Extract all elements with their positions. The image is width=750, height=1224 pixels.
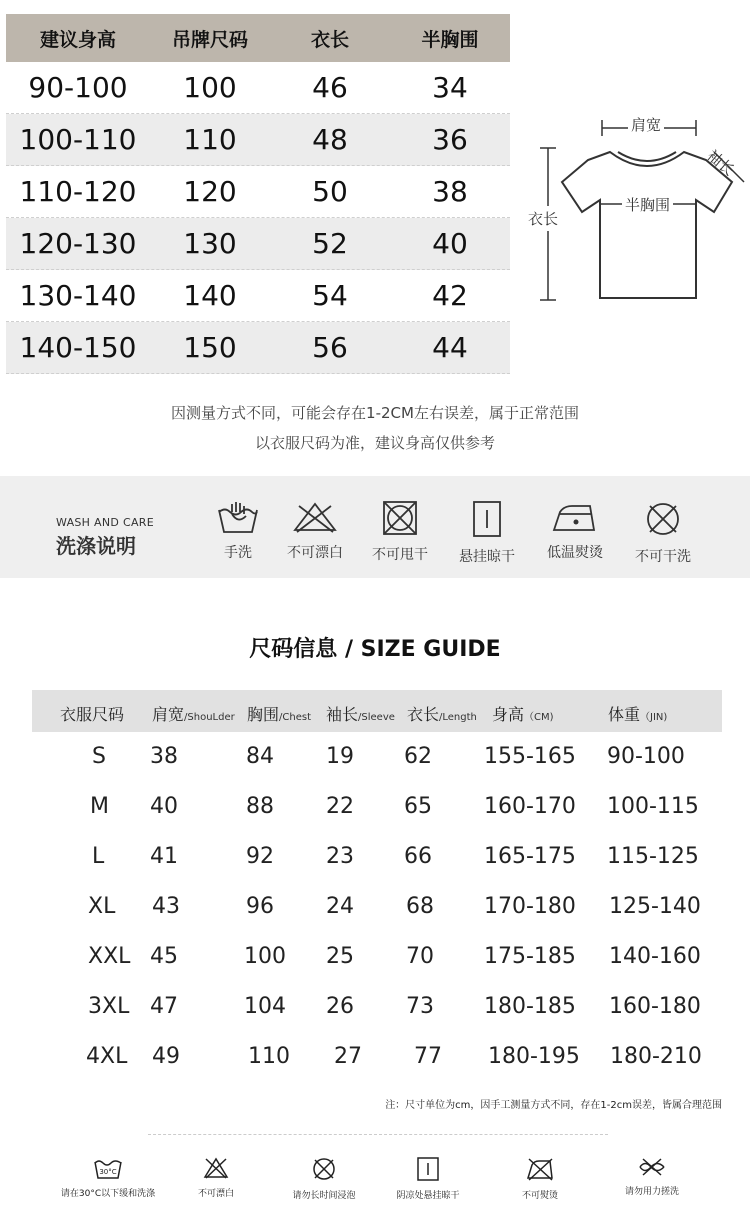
table-cell: 68 — [406, 894, 434, 919]
table-cell: 19 — [326, 744, 354, 769]
care-item-no-iron — [480, 1156, 600, 1201]
header-cn: 肩宽 — [152, 705, 185, 724]
header-cell: 吊牌尺码 — [171, 28, 248, 51]
table-cell: 36 — [432, 123, 468, 156]
table-cell: 180-185 — [484, 994, 576, 1019]
header-en: /Sleeve — [358, 712, 395, 723]
wash-30-icon — [93, 1156, 123, 1180]
table-cell: 38 — [432, 175, 468, 208]
table-cell: 84 — [246, 744, 274, 769]
header-cell: 建议身高 — [39, 28, 116, 51]
table-cell: 90-100 — [28, 71, 128, 104]
table-cell: 120-130 — [19, 227, 137, 260]
table-cell: 110 — [183, 123, 237, 156]
size-guide-title: 尺码信息 / SIZE GUIDE — [249, 637, 501, 662]
table-cell: 110-120 — [19, 175, 137, 208]
wash-item-no-bleach — [270, 500, 360, 562]
hang-dry-icon — [416, 1156, 440, 1182]
table-row — [32, 882, 722, 932]
table-cell: 34 — [432, 71, 468, 104]
table-row — [32, 932, 722, 982]
table-cell: 62 — [404, 744, 432, 769]
care-label: 请勿用力搓洗 — [624, 1187, 679, 1197]
wash-label: 低温熨烫 — [547, 545, 603, 561]
no-soak-icon — [311, 1156, 337, 1182]
table-cell: 4XL — [86, 1044, 128, 1069]
no-iron-icon — [525, 1156, 555, 1182]
header-cn: 衣服尺码 — [60, 705, 125, 724]
table-cell: 175-185 — [484, 944, 576, 969]
table-cell: 88 — [246, 794, 274, 819]
care-item-hang-dry — [368, 1156, 488, 1201]
care-item-no-wring — [592, 1156, 712, 1197]
wash-title-cn: 洗涤说明 — [56, 534, 136, 558]
note-line: 以衣服尺码为准，建议身高仅供参考 — [254, 434, 495, 452]
table-cell: XXL — [88, 944, 131, 969]
table-cell: 140-150 — [19, 331, 137, 364]
kids-size-table — [6, 14, 510, 374]
size-guide-table — [32, 690, 722, 1082]
header-en: （CM) — [524, 712, 554, 723]
table-row — [6, 218, 510, 270]
table-row — [32, 832, 722, 882]
table-cell: 115-125 — [607, 844, 699, 869]
table-cell: 27 — [334, 1044, 362, 1069]
table-cell: 45 — [150, 944, 178, 969]
header-cell — [326, 702, 395, 725]
wash-item-no-spin-dry — [355, 500, 445, 564]
size-guide-note: 注：尺寸单位为cm，因手工测量方式不同，存在1-2cm误差，皆属合理范围 — [385, 1100, 722, 1111]
no-bleach-icon — [202, 1156, 230, 1180]
table-cell: 48 — [312, 123, 348, 156]
table-cell: 22 — [326, 794, 354, 819]
table-cell: 26 — [326, 994, 354, 1019]
table-cell: 150 — [183, 331, 237, 364]
care-item-no-soak — [264, 1156, 384, 1201]
size-guide-header — [32, 690, 722, 732]
no-wring-icon — [637, 1156, 667, 1178]
care-label: 不可漂白 — [197, 1189, 234, 1199]
shoulder-label: 肩宽 — [628, 114, 664, 135]
wash-title-en: WASH AND CARE — [56, 516, 154, 529]
length-label: 衣长 — [528, 206, 558, 231]
table-cell: 104 — [244, 994, 286, 1019]
no-dry-clean-icon — [644, 500, 682, 538]
wash-label: 不可干洗 — [635, 549, 691, 565]
table-cell: 92 — [246, 844, 274, 869]
table-cell: 52 — [312, 227, 348, 260]
table-row — [32, 982, 722, 1032]
table-cell: 40 — [150, 794, 178, 819]
table-cell: 24 — [326, 894, 354, 919]
table-cell: 50 — [312, 175, 348, 208]
header-cell — [60, 702, 124, 725]
table-cell: 73 — [406, 994, 434, 1019]
no-spin-dry-icon — [380, 500, 420, 536]
kids-table-header — [6, 14, 510, 62]
table-cell: 100 — [183, 71, 237, 104]
table-cell: 44 — [432, 331, 468, 364]
care-label: 不可熨烫 — [521, 1191, 558, 1201]
table-cell: 130 — [183, 227, 237, 260]
table-cell: 38 — [150, 744, 178, 769]
table-cell: 40 — [432, 227, 468, 260]
table-row — [32, 1032, 722, 1082]
table-cell: 23 — [326, 844, 354, 869]
table-cell: 70 — [406, 944, 434, 969]
table-cell: 180-195 — [488, 1044, 580, 1069]
table-cell: 160-180 — [609, 994, 701, 1019]
table-cell: 42 — [432, 279, 468, 312]
wash-label: 不可甩干 — [372, 547, 428, 563]
header-cell: 半胸围 — [421, 28, 479, 51]
hang-dry-icon — [471, 500, 503, 538]
table-row — [6, 270, 510, 322]
table-row — [32, 732, 722, 782]
wash-label: 手洗 — [224, 545, 252, 561]
table-cell: 180-210 — [610, 1044, 702, 1069]
table-cell: 41 — [150, 844, 178, 869]
care-label: 阴凉处悬挂晾干 — [396, 1191, 460, 1201]
header-cn: 体重 — [608, 705, 641, 724]
header-en: /Length — [439, 712, 477, 723]
table-cell: 47 — [150, 994, 178, 1019]
table-cell: L — [92, 844, 105, 869]
table-cell: 77 — [414, 1044, 442, 1069]
table-cell: 160-170 — [484, 794, 576, 819]
table-cell: 170-180 — [484, 894, 576, 919]
low-iron-icon — [550, 500, 600, 534]
header-cell — [492, 702, 554, 725]
header-cn: 胸围 — [247, 705, 280, 724]
header-cell — [247, 702, 311, 725]
table-cell: 165-175 — [484, 844, 576, 869]
header-en: /ShouLder — [184, 712, 235, 723]
header-cn: 衣长 — [407, 705, 440, 724]
table-cell: 100-115 — [607, 794, 699, 819]
table-row — [6, 114, 510, 166]
measurement-note — [0, 398, 750, 458]
wash-label: 不可漂白 — [287, 545, 343, 561]
care-label: 请勿长时间浸泡 — [292, 1191, 356, 1201]
table-cell: 43 — [152, 894, 180, 919]
header-en: （JIN) — [640, 712, 668, 723]
table-cell: 100-110 — [19, 123, 137, 156]
table-cell: 100 — [244, 944, 286, 969]
table-row — [6, 62, 510, 114]
care-item-wash-30 — [48, 1156, 168, 1199]
wash-item-low-iron — [530, 500, 620, 562]
table-cell: 3XL — [88, 994, 130, 1019]
chest-label: 半胸围 — [622, 194, 673, 215]
care-item-no-bleach — [156, 1156, 276, 1199]
table-cell: 46 — [312, 71, 348, 104]
no-bleach-icon — [291, 500, 339, 534]
wash-item-no-dry-clean — [618, 500, 708, 566]
table-cell: 130-140 — [19, 279, 137, 312]
table-row — [6, 166, 510, 218]
tshirt-diagram — [520, 100, 750, 320]
header-cell: 衣长 — [310, 28, 349, 51]
header-cn: 身高 — [492, 705, 525, 724]
wash-item-hang-dry — [442, 500, 532, 566]
table-cell: 49 — [152, 1044, 180, 1069]
table-cell: 54 — [312, 279, 348, 312]
table-cell: M — [90, 794, 109, 819]
table-cell: 155-165 — [484, 744, 576, 769]
header-cell — [152, 702, 235, 725]
table-cell: 125-140 — [609, 894, 701, 919]
header-cell — [407, 702, 477, 725]
wash-temp-badge: 30°C — [99, 1168, 117, 1176]
table-cell: S — [92, 744, 106, 769]
care-label: 请在30°C以下缓和洗涤 — [60, 1189, 156, 1199]
table-cell: 65 — [404, 794, 432, 819]
table-cell: 56 — [312, 331, 348, 364]
table-cell: 96 — [246, 894, 274, 919]
table-cell: 140 — [183, 279, 237, 312]
table-cell: 120 — [183, 175, 237, 208]
table-cell: 25 — [326, 944, 354, 969]
header-en: /Chest — [279, 712, 311, 723]
note-line: 因测量方式不同，可能会存在1-2CM左右误差，属于正常范围 — [171, 404, 579, 422]
header-cell — [608, 702, 667, 725]
wash-label: 悬挂晾干 — [459, 549, 515, 565]
table-cell: 110 — [248, 1044, 290, 1069]
table-row — [32, 782, 722, 832]
table-cell: 140-160 — [609, 944, 701, 969]
table-cell: 90-100 — [607, 744, 685, 769]
divider — [148, 1134, 608, 1135]
sleeve-label: 袖长 — [703, 146, 738, 180]
table-cell: XL — [88, 894, 116, 919]
hand-wash-icon — [216, 500, 260, 534]
table-cell: 66 — [404, 844, 432, 869]
header-cn: 袖长 — [326, 705, 359, 724]
table-row — [6, 322, 510, 374]
